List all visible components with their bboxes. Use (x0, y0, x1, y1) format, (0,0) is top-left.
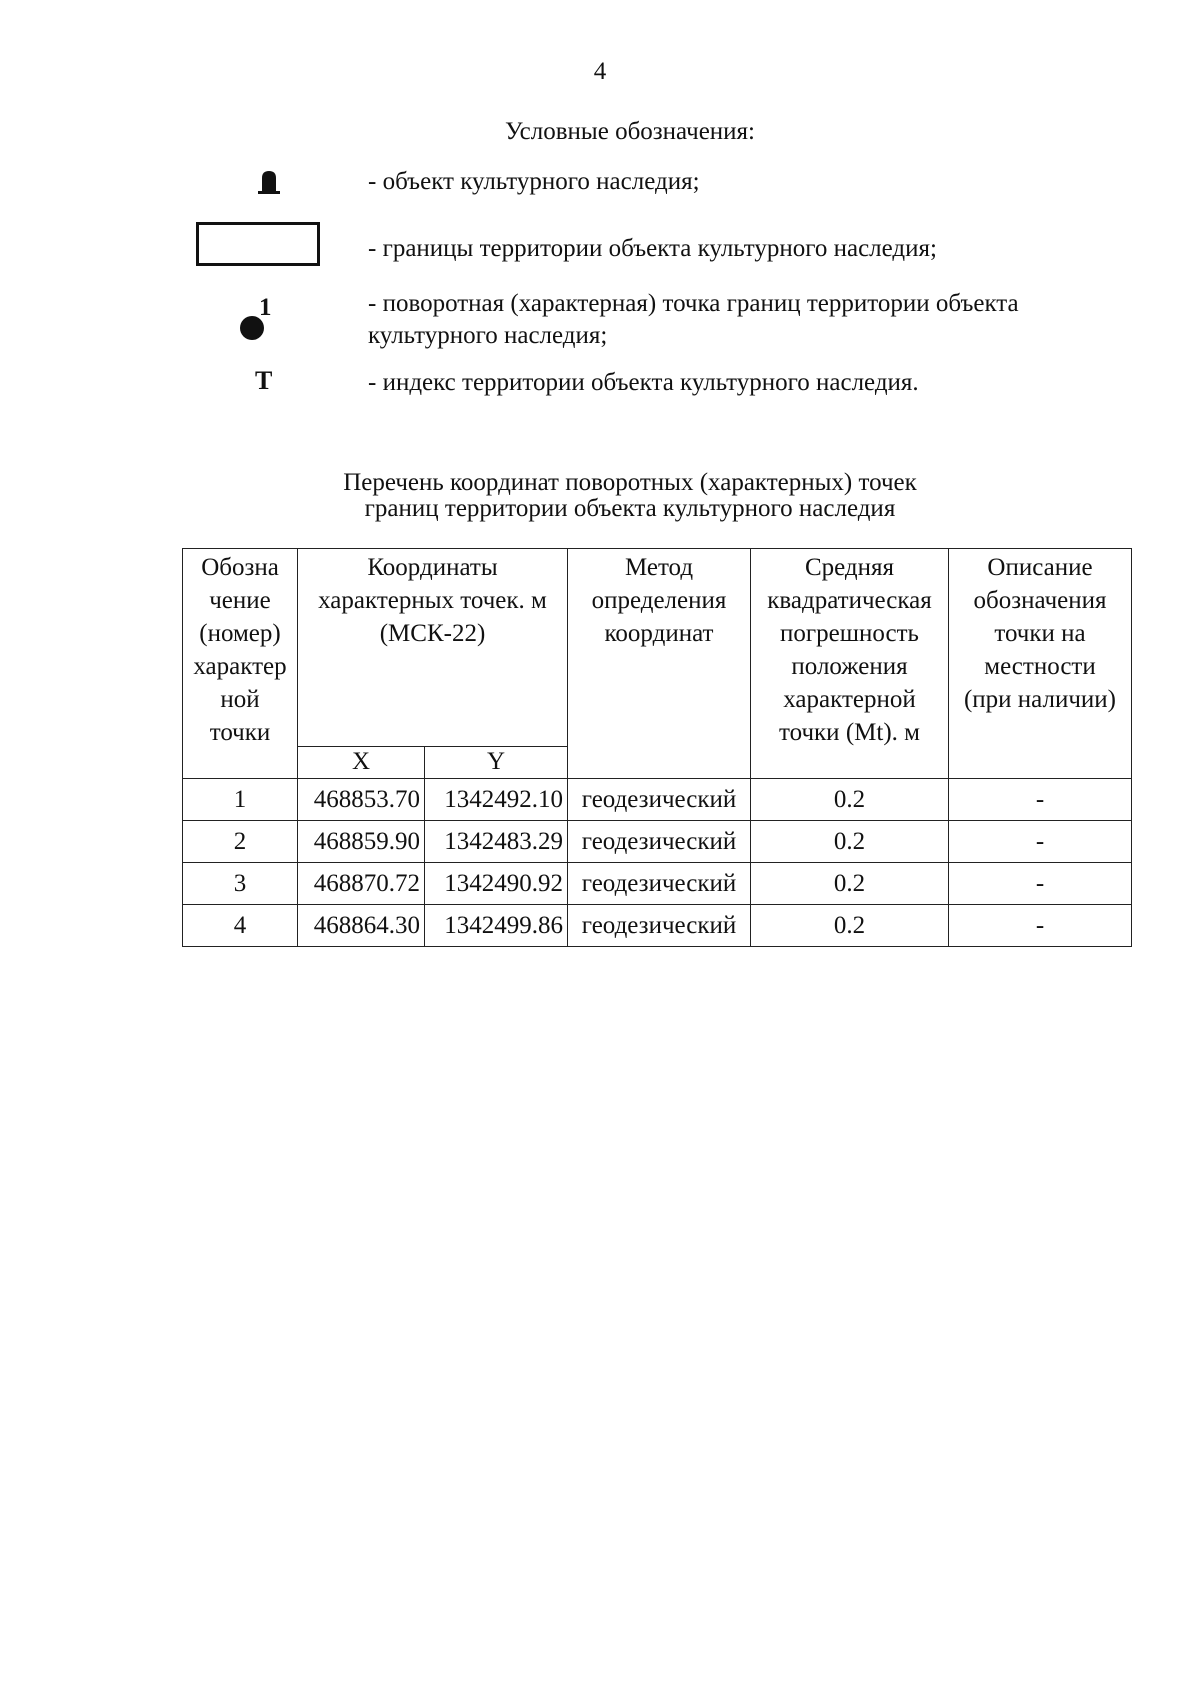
header-method: Метод определения координат (568, 549, 751, 779)
boundary-rectangle-icon (196, 222, 320, 266)
header-y: Y (425, 747, 568, 779)
monument-icon (258, 170, 280, 194)
cell-method: геодезический (568, 905, 751, 947)
table-title-line1: Перечень координат поворотных (характерных) точек (343, 469, 917, 496)
cell-desc: - (949, 821, 1132, 863)
cell-y: 1342490.92 (425, 863, 568, 905)
header-coordinates: Координаты характерных точек. м (МСК-22) (298, 549, 568, 747)
legend-title: Условные обозначения: (504, 118, 756, 145)
turning-point-label: 1 (259, 294, 272, 321)
cell-desc: - (949, 905, 1132, 947)
table-row (183, 779, 1132, 821)
cell-num: 1 (183, 779, 298, 821)
legend-text-boundary: - границы территории объекта культурного наследия; (368, 235, 937, 262)
cell-num: 3 (183, 863, 298, 905)
cell-error: 0.2 (751, 863, 949, 905)
cell-x: 468853.70 (298, 779, 425, 821)
header-x: X (298, 747, 425, 779)
cell-desc: - (949, 863, 1132, 905)
territory-index-icon: Т (255, 366, 273, 395)
cell-x: 468870.72 (298, 863, 425, 905)
cell-x: 468864.30 (298, 905, 425, 947)
cell-error: 0.2 (751, 779, 949, 821)
legend-text-territory-index: - индекс территории объекта культурного наследия. (368, 369, 919, 396)
table-row (183, 863, 1132, 905)
cell-error: 0.2 (751, 905, 949, 947)
cell-method: геодезический (568, 863, 751, 905)
cell-y: 1342499.86 (425, 905, 568, 947)
table-title-line2: границ территории объекта культурного наследия (364, 495, 896, 522)
header-designation: Обозна чение (номер) характер ной точки (183, 549, 298, 779)
cell-y: 1342492.10 (425, 779, 568, 821)
header-error: Средняя квадратическая погрешность положения характерной точки (Mt). м (751, 549, 949, 779)
cell-method: геодезический (568, 779, 751, 821)
cell-error: 0.2 (751, 821, 949, 863)
header-description: Описание обозначения точки на местности (при наличии) (949, 549, 1132, 779)
legend-text-monument: - объект культурного наследия; (368, 168, 700, 195)
cell-method: геодезический (568, 821, 751, 863)
cell-x: 468859.90 (298, 821, 425, 863)
table-row (183, 905, 1132, 947)
cell-desc: - (949, 779, 1132, 821)
table-title (0, 470, 1200, 522)
cell-y: 1342483.29 (425, 821, 568, 863)
legend-text-turning-point: - поворотная (характерная) точка границ территории объекта культурного наследия; (368, 290, 1019, 349)
cell-num: 4 (183, 905, 298, 947)
coordinates-table (182, 548, 1132, 947)
table-row (183, 821, 1132, 863)
page-number: 4 (593, 58, 607, 85)
cell-num: 2 (183, 821, 298, 863)
